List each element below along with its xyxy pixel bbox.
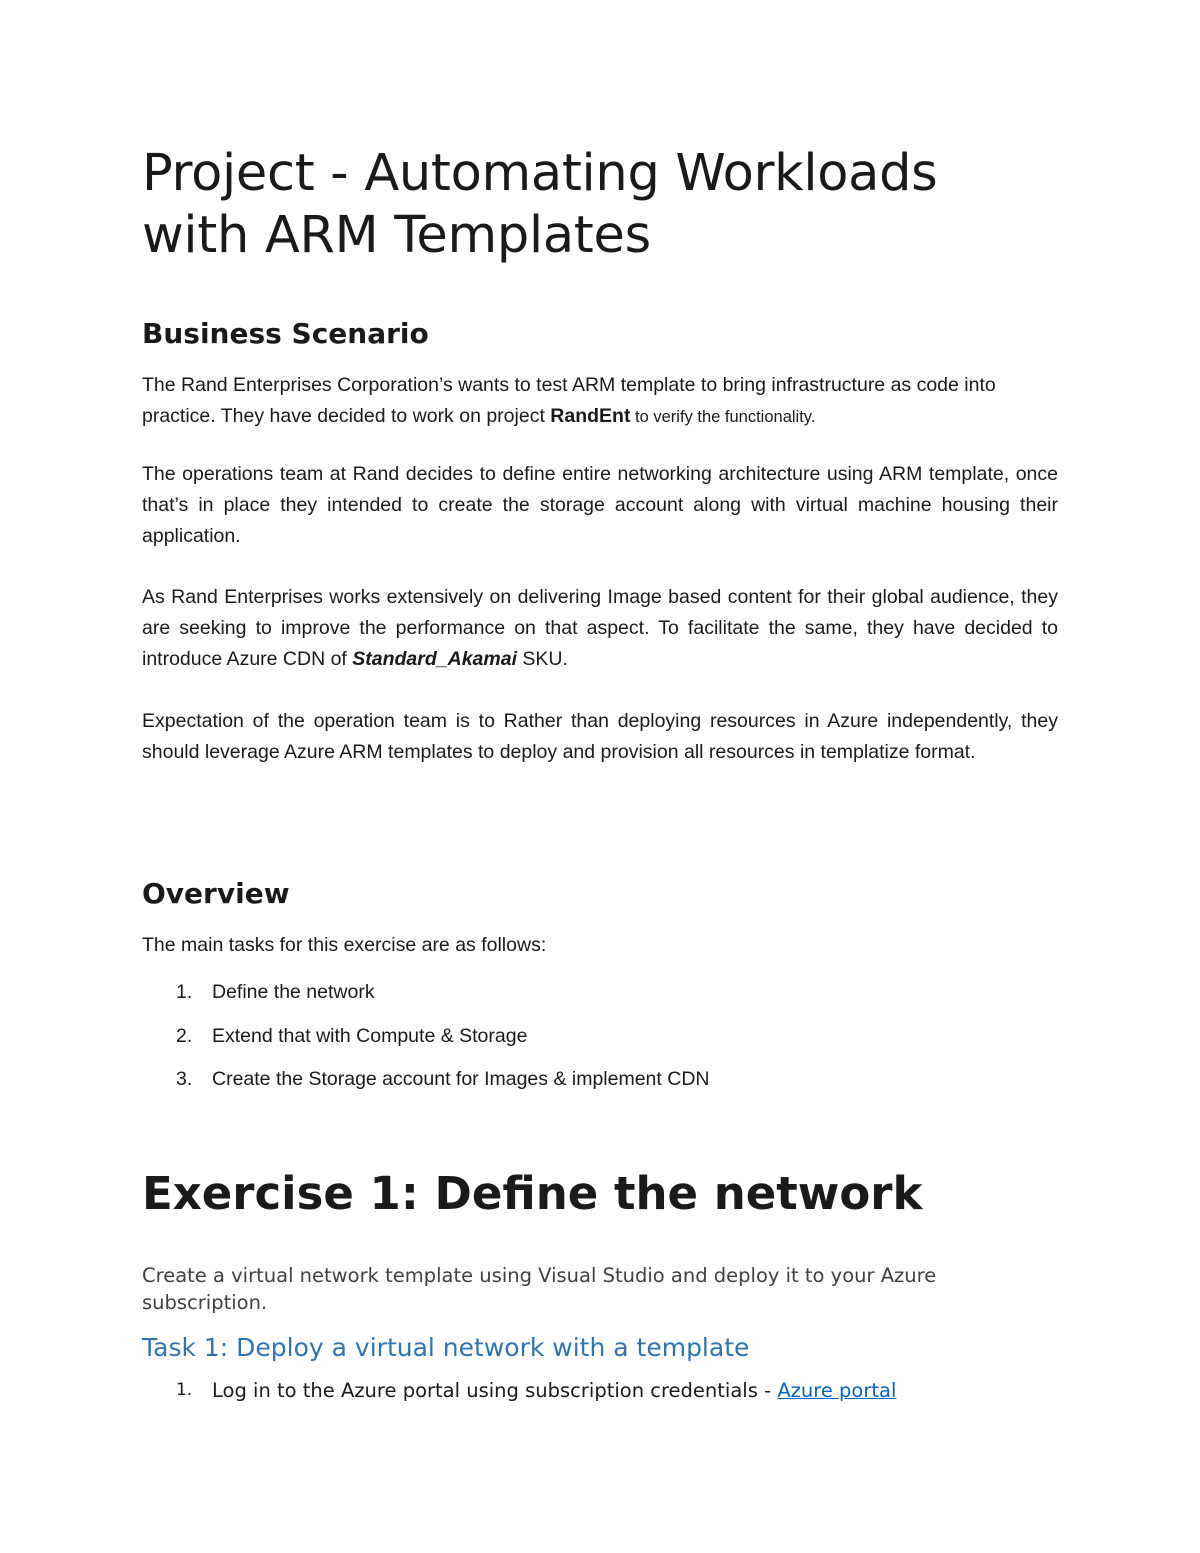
overview-task-list — [142, 977, 709, 1108]
business-paragraph-1 — [142, 370, 1058, 433]
cdn-sku-name: Standard_Akamai — [352, 648, 517, 670]
azure-portal-link[interactable]: Azure portal — [777, 1379, 897, 1402]
overview-intro: The main tasks for this exercise are as follows: — [142, 934, 547, 956]
project-name: RandEnt — [550, 405, 631, 427]
document-title — [142, 143, 937, 267]
title-line-2: with ARM Templates — [142, 206, 651, 265]
list-item-text: Define the network — [212, 981, 375, 1003]
exercise-1-intro: Create a virtual network template using Visual Studio and deploy it to your Azure subscription. — [142, 1264, 937, 1314]
list-item — [142, 1375, 896, 1406]
business-p3-tail: SKU. — [517, 648, 568, 670]
list-item-number: 3. — [176, 1068, 193, 1090]
business-scenario-heading: Business Scenario — [142, 317, 429, 350]
list-item-text: Create the Storage account for Images & implement CDN — [212, 1068, 710, 1090]
list-item-number: 1. — [176, 1380, 193, 1400]
business-paragraph-3 — [142, 582, 1058, 675]
list-item — [142, 1064, 709, 1108]
task-1-heading: Task 1: Deploy a virtual network with a template — [142, 1333, 750, 1362]
list-item — [142, 977, 709, 1021]
business-paragraph-2: The operations team at Rand decides to define entire networking architecture using ARM template, once that’s in place they intended to create the storage account along with virtual machine housing their application. — [142, 463, 1058, 547]
business-paragraph-4: Expectation of the operation team is to Rather than deploying resources in Azure independently, they should leverage Azure ARM templates to deploy and provision all resources in templatize format. — [142, 710, 1058, 763]
list-item-number: 1. — [176, 981, 193, 1003]
step-text: Log in to the Azure portal using subscription credentials - — [212, 1379, 778, 1402]
overview-heading: Overview — [142, 877, 290, 910]
list-item — [142, 1021, 709, 1065]
business-p3-text: As Rand Enterprises works extensively on delivering Image based content for their global audience, they are seeking to improve the performance on that aspect. To facilitate the same, they have decided to introduce Azure CDN of — [142, 586, 1058, 670]
title-line-1: Project - Automating Workloads — [142, 144, 938, 203]
exercise-1-heading: Exercise 1: Define the network — [142, 1167, 923, 1220]
business-p1-text: The Rand Enterprises Corporation’s wants to test ARM template to bring infrastructure as code into practice. They have decided to work on project — [142, 374, 996, 427]
list-item-text: Extend that with Compute & Storage — [212, 1024, 528, 1047]
business-p1-tail: to verify the functionality. — [630, 408, 816, 426]
list-item-number: 2. — [176, 1024, 193, 1047]
task-1-steps — [142, 1375, 896, 1406]
